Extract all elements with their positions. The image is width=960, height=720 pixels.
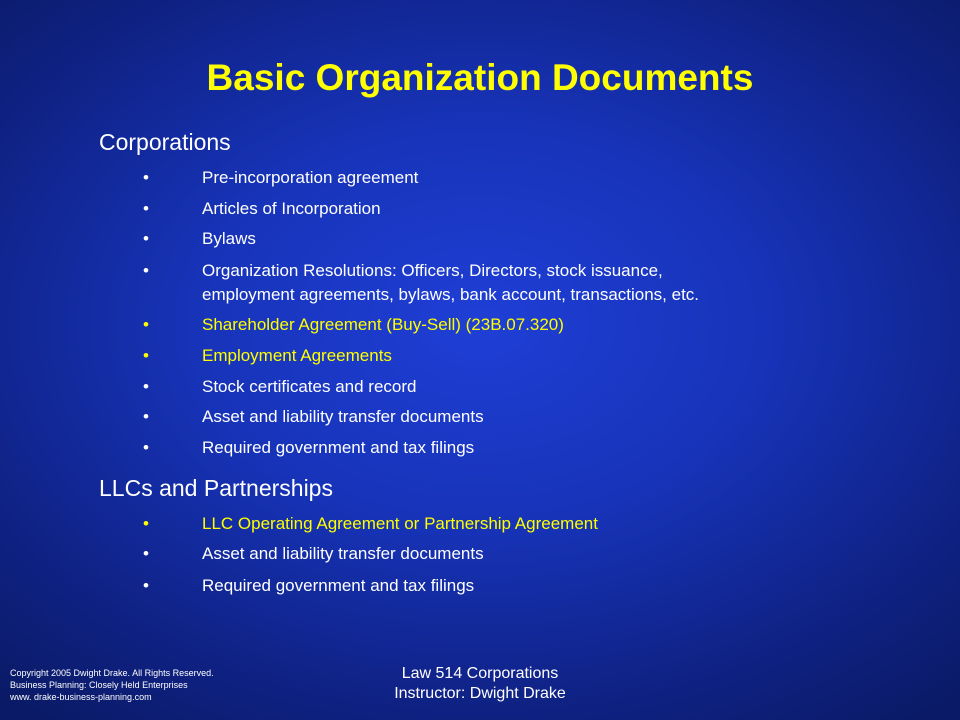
bullet-icon: • (143, 544, 149, 563)
bullet-icon: • (143, 514, 149, 533)
course-name: Law 514 Corporations (401, 665, 559, 682)
bullet-icon: • (143, 438, 149, 457)
list-item-text: Required government and tax filings (202, 576, 475, 595)
list-item-text: Required government and tax filings (202, 438, 475, 457)
copyright-footer (10, 667, 214, 703)
list-item-text: Organization Resolutions: Officers, Directors, stock issuance, (202, 261, 663, 280)
list-item-text-continued: employment agreements, bylaws, bank account, transactions, etc. (202, 285, 700, 304)
list-item-text: Articles of Incorporation (202, 199, 381, 218)
list-item-text: Shareholder Agreement (Buy-Sell) (23B.07.320) (202, 315, 564, 334)
bullet-icon: • (143, 168, 149, 187)
bullet-icon: • (143, 346, 149, 365)
copyright-line: Copyright 2005 Dwight Drake. All Rights Reserved. (10, 668, 214, 678)
website-line: www. drake-business-planning.com (10, 692, 152, 702)
section-heading-llcs-partnerships: LLCs and Partnerships (99, 475, 333, 501)
list-item-text: Employment Agreements (202, 346, 392, 365)
instructor-name: Instructor: Dwight Drake (394, 685, 566, 702)
list-item-text: LLC Operating Agreement or Partnership Agreement (202, 514, 598, 533)
list-item-text: Asset and liability transfer documents (202, 407, 484, 426)
list-item-text: Stock certificates and record (202, 377, 417, 396)
section-heading-corporations: Corporations (99, 129, 231, 155)
bullet-icon: • (143, 407, 149, 426)
bullet-icon: • (143, 261, 149, 280)
bullet-icon: • (143, 377, 149, 396)
bullet-icon: • (143, 199, 149, 218)
course-footer (330, 664, 630, 704)
list-item-text: Bylaws (202, 229, 256, 248)
bullet-icon: • (143, 315, 149, 334)
list-item-text: Asset and liability transfer documents (202, 544, 484, 563)
course-line: Business Planning: Closely Held Enterprises (10, 680, 188, 690)
slide-title: Basic Organization Documents (206, 57, 754, 98)
list-item-text: Pre-incorporation agreement (202, 168, 419, 187)
bullet-icon: • (143, 576, 149, 595)
bullet-icon: • (143, 229, 149, 248)
